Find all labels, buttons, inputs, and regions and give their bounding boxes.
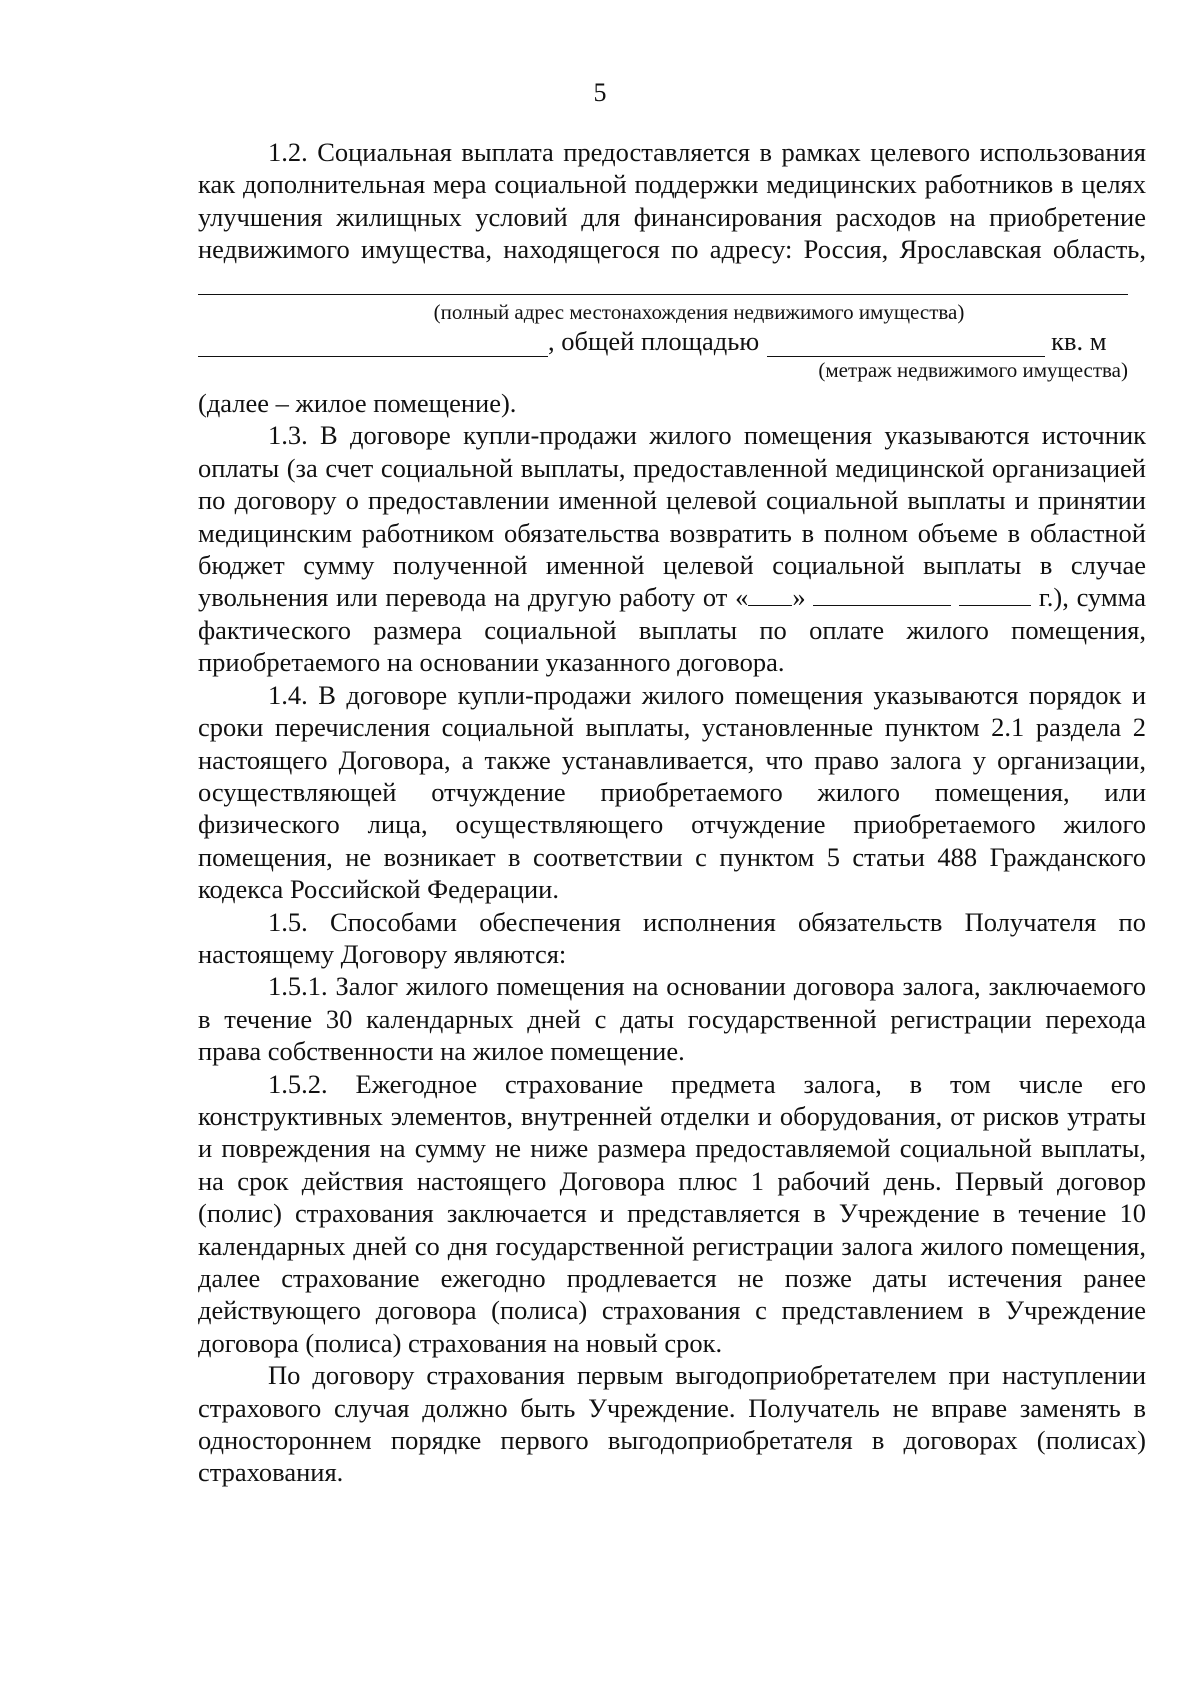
paragraph-1-3 xyxy=(198,419,1146,678)
day-blank xyxy=(748,583,792,606)
year-blank xyxy=(959,583,1031,606)
address-caption: (полный адрес местонахождения недвижимого имущества) xyxy=(433,299,965,324)
month-blank xyxy=(813,583,951,606)
address-blank-line xyxy=(198,272,1128,295)
paragraph-1-2: 1.2. Социальная выплата предоставляется в рамках целевого использования как дополнительная мера социальной поддержки медицинских работников в целях улучшения жилищных условий для финансирования расходов на приобретение недвижимого имущества, находящегося по адресу: Россия, Ярославская область, xyxy=(198,137,1146,265)
paragraph-1-5-2: 1.5.2. Ежегодное страхование предмета залога, в том числе его конструктивных элементов, внутренней отделки и оборудования, от рисков утраты и повреждения на сумму не ниже размера предоставляемой социальной выплаты, на срок действия настоящего Договора плюс 1 рабочий день. Первый договор (полис) страхования заключается и представляется в Учреждение в течение 10 календарных дней со дня государственной регистрации залога жилого помещения, далее страхование ежегодно продлевается не позже даты истечения ранее действующего договора (полиса) страхования с представлением в Учреждение договора (полиса) страхования на новый срок. xyxy=(198,1068,1146,1358)
paragraph-1-5: 1.5. Способами обеспечения исполнения обязательств Получателя по настоящему Договору являются: xyxy=(198,906,1146,969)
area-label: , общей площадью xyxy=(548,325,760,356)
paragraph-1-5-1: 1.5.1. Залог жилого помещения на основании договора залога, заключаемого в течение 30 календарных дней с даты государственной регистрации перехода права собственности на жилое помещение. xyxy=(198,971,1146,1067)
area-unit: кв. м xyxy=(1051,325,1107,356)
paragraph-1-3-text-b: г.), сумма фактического размера социальной выплаты по оплате жилого помещения, приобретаемого на основании указанного договора. xyxy=(198,582,1147,678)
paragraph-beneficiary: По договору страхования первым выгодоприобретателем при наступлении страхового случая должно быть Учреждение. Получатель не вправе заменять в одностороннем порядке первого выгодоприобретателя в договорах (полисах) страхования. xyxy=(198,1360,1146,1488)
document-body xyxy=(198,136,1146,1489)
area-caption: (метраж недвижимого имущества) xyxy=(818,358,1128,383)
area-blank xyxy=(767,332,1045,357)
page-number: 5 xyxy=(593,78,607,107)
address-continuation-blank xyxy=(198,332,548,357)
paragraph-1-4: 1.4. В договоре купли-продажи жилого помещения указываются порядок и сроки перечисления социальной выплаты, установленные пунктом 2.1 раздела 2 настоящего Договора, а также устанавливается, что право залога у организации, осуществляющей отчуждение приобретаемого жилого помещения, или физического лица, осуществляющего отчуждение приобретаемого жилого помещения, не возникает в соответствии с пунктом 5 статьи 488 Гражданского кодекса Российской Федерации. xyxy=(198,679,1146,905)
defined-term-paragraph: (далее – жилое помещение). xyxy=(198,388,517,419)
paragraph-1-3-text-a: 1.3. В договоре купли-продажи жилого помещения указываются источник оплаты (за счет социальной выплаты, предоставленной медицинской организацией по договору о предоставлении именной целевой социальной выплаты и принятии медицинским работником обязательства возвратить в полном объеме в областной бюджет сумму полученной именной целевой социальной выплаты в случае увольнения или перевода на другую работу от « xyxy=(198,420,1146,613)
area-row xyxy=(198,325,1128,357)
quote-close: » xyxy=(792,582,806,613)
